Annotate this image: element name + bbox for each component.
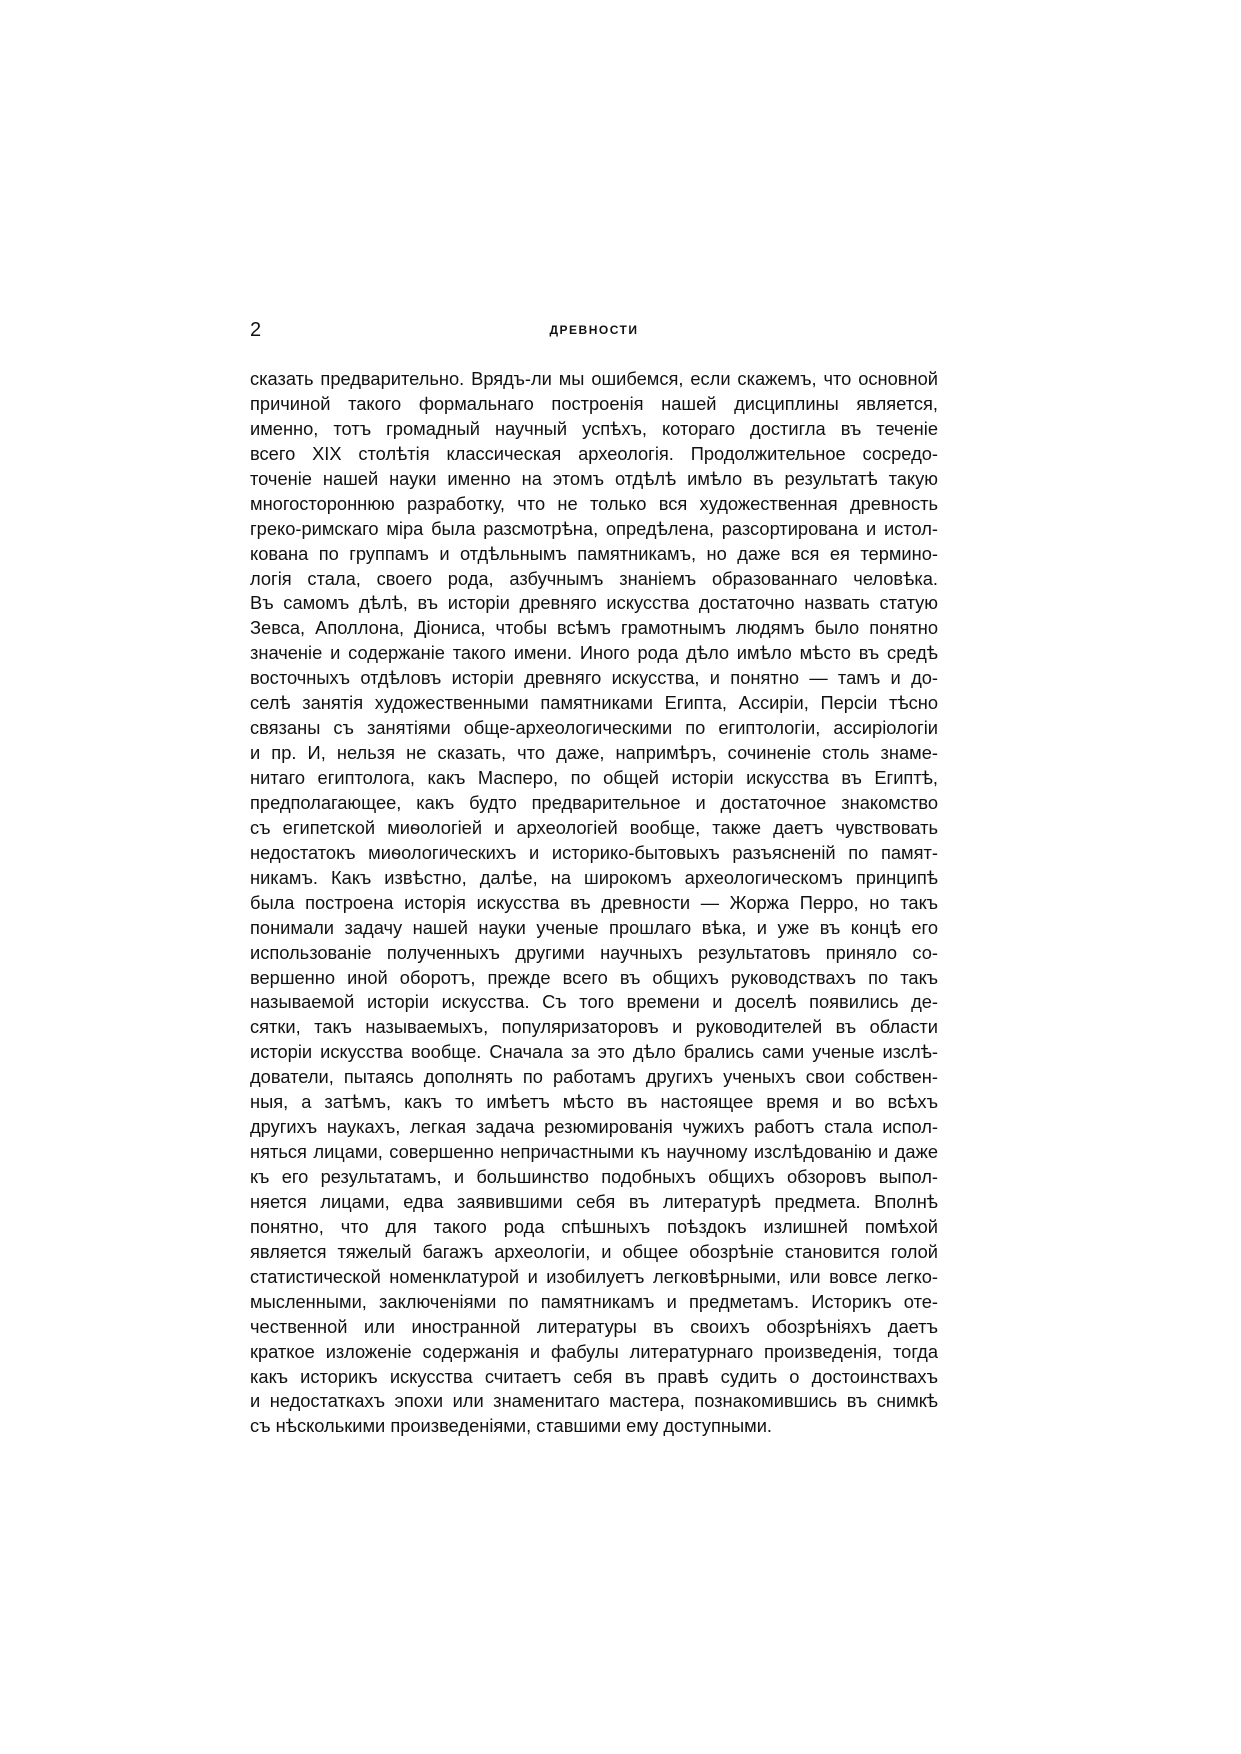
text-line: греко-римскаго міра была разсмотрѣна, опредѣлена, разсортирована и истол-: [250, 517, 938, 539]
text-line: всего XIX столѣтія классическая археологія. Продолжительное сосредо-: [250, 442, 938, 464]
text-line: селѣ занятія художественными памятниками Египта, Ассиріи, Персіи тѣсно: [250, 692, 938, 714]
running-head-title: ДРЕВНОСТИ: [549, 323, 639, 337]
text-line: дователи, пытаясь дополнять по работамъ другихъ ученыхъ свои собствен-: [250, 1066, 938, 1088]
text-line: краткое изложеніе содержанія и фабулы литературнаго произведенія, тогда: [250, 1340, 938, 1362]
text-line: многостороннюю разработку, что не только вся художественная древность: [250, 492, 938, 514]
text-line: исторіи искусства вообще. Сначала за это дѣло брались сами ученые изслѣ-: [250, 1041, 938, 1063]
text-line: съ египетской миѳологіей и археологіей вообще, также даетъ чувствовать: [250, 816, 938, 838]
text-line: няется лицами, едва заявившими себя въ литературѣ предмета. Вполнѣ: [250, 1190, 938, 1212]
text-line: недостатокъ миѳологическихъ и историко-бытовыхъ разъясненій по памят-: [250, 841, 938, 863]
text-line: была построена исторія искусства въ древности — Жоржа Перро, но такъ: [250, 891, 938, 913]
text-line: кована по группамъ и отдѣльнымъ памятникамъ, но даже вся ея термино-: [250, 542, 938, 564]
text-line: понятно, что для такого рода спѣшныхъ поѣздокъ излишней помѣхой: [250, 1215, 938, 1237]
text-line: сказать предварительно. Врядъ-ли мы ошибемся, если скажемъ, что основной: [250, 368, 938, 389]
text-line: съ нѣсколькими произведеніями, ставшими ему доступными.: [250, 1415, 773, 1437]
text-line: никамъ. Какъ извѣстно, далѣе, на широкомъ археологическомъ принципѣ: [250, 866, 938, 888]
text-line: ныя, а затѣмъ, какъ то имѣетъ мѣсто въ настоящее время и во всѣхъ: [250, 1091, 938, 1113]
text-line: Въ самомъ дѣлѣ, въ исторіи древняго искусства достаточно назвать статую: [250, 592, 938, 614]
running-head: [250, 318, 938, 348]
text-line: восточныхъ отдѣловъ исторіи древняго искусства, и понятно — тамъ и до-: [250, 667, 938, 689]
text-line: Зевса, Аполлона, Діониса, чтобы всѣмъ грамотнымъ людямъ было понятно: [250, 617, 938, 639]
text-line: другихъ наукахъ, легкая задача резюмированія чужихъ работъ стала испол-: [250, 1116, 938, 1138]
text-line: связаны съ занятіями обще-археологическими по египтологіи, ассиріологіи: [250, 717, 938, 739]
text-line: называемой исторіи искусства. Съ того времени и доселѣ появились де-: [250, 991, 938, 1013]
text-line: какъ историкъ искусства считаетъ себя въ правѣ судить о достоинствахъ: [250, 1365, 938, 1387]
text-line: чественной или иностранной литературы въ своихъ обозрѣніяхъ даетъ: [250, 1315, 938, 1337]
text-line: точеніе нашей науки именно на этомъ отдѣлѣ имѣло въ результатѣ такую: [250, 467, 938, 489]
text-line: нитаго египтолога, какъ Масперо, по общей исторіи искусства въ Египтѣ,: [250, 767, 938, 788]
text-line: и недостаткахъ эпохи или знаменитаго мастера, познакомившись въ снимкѣ: [250, 1390, 938, 1412]
text-line: понимали задачу нашей науки ученые прошлаго вѣка, и уже въ концѣ его: [250, 916, 938, 938]
text-line: предполагающее, какъ будто предварительное и достаточное знакомство: [250, 791, 938, 813]
text-line: вершенно иной оборотъ, прежде всего въ общихъ руководствахъ по такъ: [250, 966, 938, 988]
text-line: причиной такого формальнаго построенія нашей дисциплины является,: [250, 392, 938, 414]
text-line: именно, тотъ громадный научный успѣхъ, котораго достигла въ теченіе: [250, 417, 938, 439]
text-line: и пр. И, нельзя не сказать, что даже, напримѣръ, сочиненіе столь знаме-: [250, 742, 938, 764]
text-line: сятки, такъ называемыхъ, популяризаторовъ и руководителей въ области: [250, 1016, 938, 1038]
text-line: къ его результатамъ, и большинство подобныхъ общихъ обзоровъ выпол-: [250, 1166, 938, 1187]
page-number: 2: [250, 319, 262, 341]
text-line: использованіе полученныхъ другими научныхъ результатовъ приняло со-: [250, 941, 938, 963]
text-line: статистической номенклатурой и изобилуетъ легковѣрными, или вовсе легко-: [250, 1265, 938, 1287]
text-line: мысленными, заключеніями по памятникамъ и предметамъ. Историкъ оте-: [250, 1290, 938, 1312]
body-paragraph: [250, 367, 938, 1439]
text-line: значеніе и содержаніе такого имени. Иного рода дѣло имѣло мѣсто въ средѣ: [250, 642, 938, 664]
text-line: является тяжелый багажъ археологіи, и общее обозрѣніе становится голой: [250, 1240, 938, 1262]
text-line: няться лицами, совершенно непричастными къ научному изслѣдованію и даже: [250, 1141, 938, 1163]
text-line: логія стала, своего рода, азбучнымъ знаніемъ образованнаго человѣка.: [250, 567, 938, 589]
